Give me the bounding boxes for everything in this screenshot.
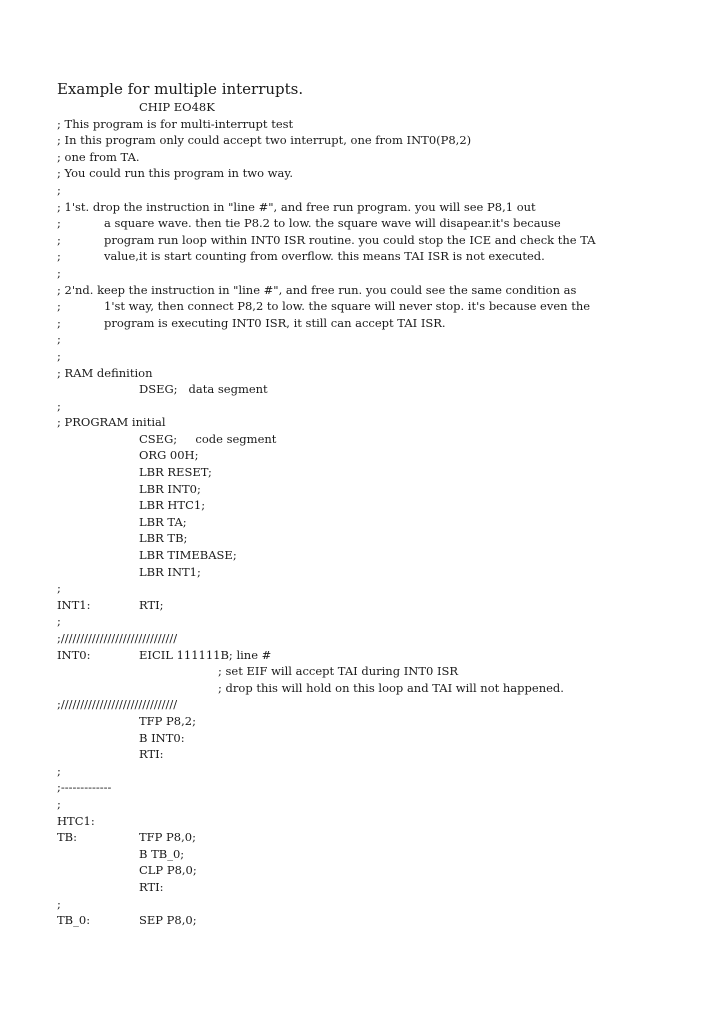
code-comment: ; set EIF will accept TAI during INT0 ISR xyxy=(218,664,459,679)
code-line xyxy=(57,331,697,348)
comment-continuation: program is executing INT0 ISR, it still can accept TAI ISR. xyxy=(104,315,446,330)
code-statement: CSEG; code segment xyxy=(139,431,277,446)
code-line xyxy=(57,99,697,116)
comment-text: ; xyxy=(57,265,61,280)
code-statement: SEP P8,0; xyxy=(139,913,197,928)
code-statement: TFP P8,2; xyxy=(139,713,196,728)
code-line xyxy=(57,530,697,547)
comment-text: ; xyxy=(57,763,61,778)
code-line xyxy=(57,663,697,680)
code-line xyxy=(57,248,697,265)
code-statement: TFP P8,0; xyxy=(139,830,196,845)
code-line xyxy=(57,763,697,780)
code-statement: EICIL 111111B; line # xyxy=(139,647,272,662)
code-label: INT0: xyxy=(57,647,91,662)
code-statement: RTI: xyxy=(139,879,164,894)
code-line xyxy=(57,547,697,564)
code-line xyxy=(57,796,697,813)
code-statement: RTI; xyxy=(139,597,164,612)
code-line xyxy=(57,481,697,498)
comment-prefix: ; xyxy=(57,299,61,314)
code-line xyxy=(57,862,697,879)
code-line xyxy=(57,597,697,614)
code-line xyxy=(57,680,697,697)
code-statement: LBR TB; xyxy=(139,531,188,546)
code-line xyxy=(57,199,697,216)
document-title: Example for multiple interrupts. xyxy=(57,80,304,98)
code-statement: LBR INT0; xyxy=(139,481,201,496)
code-line xyxy=(57,580,697,597)
code-line xyxy=(57,613,697,630)
comment-text: ;------------- xyxy=(57,780,112,795)
code-line xyxy=(57,116,697,133)
code-line xyxy=(57,497,697,514)
comment-text: ; xyxy=(57,348,61,363)
code-statement: LBR TA; xyxy=(139,514,187,529)
code-line xyxy=(57,829,697,846)
code-line xyxy=(57,879,697,896)
code-line xyxy=(57,713,697,730)
code-statement: LBR RESET; xyxy=(139,465,212,480)
code-line xyxy=(57,846,697,863)
code-line xyxy=(57,215,697,232)
code-line xyxy=(57,514,697,531)
comment-continuation: value,it is start counting from overflow. this means TAI ISR is not executed. xyxy=(104,249,545,264)
code-line xyxy=(57,431,697,448)
code-line xyxy=(57,813,697,830)
comment-text: ; 2'nd. keep the instruction in "line #", and free run. you could see the same condition as xyxy=(57,282,577,297)
code-line xyxy=(57,165,697,182)
comment-text: ; xyxy=(57,398,61,413)
code-line xyxy=(57,398,697,415)
code-statement: B TB_0; xyxy=(139,846,185,861)
code-line xyxy=(57,315,697,332)
code-line xyxy=(57,647,697,664)
comment-text: ; xyxy=(57,896,61,911)
code-statement: RTI: xyxy=(139,747,164,762)
code-label: INT1: xyxy=(57,597,91,612)
comment-prefix: ; xyxy=(57,249,61,264)
code-line xyxy=(57,298,697,315)
comment-text: ; one from TA. xyxy=(57,149,140,164)
comment-continuation: 1'st way, then connect P8,2 to low. the square will never stop. it's because even the xyxy=(104,299,591,314)
code-line xyxy=(57,696,697,713)
code-label: HTC1: xyxy=(57,813,95,828)
code-statement: CHIP EO48K xyxy=(139,100,215,114)
comment-text: ; xyxy=(57,182,61,197)
comment-prefix: ; xyxy=(57,232,61,247)
comment-continuation: program run loop within INT0 ISR routine. you could stop the ICE and check the TA xyxy=(104,232,596,247)
code-statement: LBR HTC1; xyxy=(139,498,206,513)
comment-text: ; xyxy=(57,614,61,629)
code-statement: DSEG; data segment xyxy=(139,382,268,397)
code-line xyxy=(57,265,697,282)
code-line xyxy=(57,630,697,647)
code-line xyxy=(57,564,697,581)
code-line xyxy=(57,232,697,249)
code-line xyxy=(57,746,697,763)
comment-text: ;////////////////////////////// xyxy=(57,631,178,645)
code-line xyxy=(57,464,697,481)
code-label: TB_0: xyxy=(57,913,91,928)
code-line xyxy=(57,182,697,199)
comment-text: ; PROGRAM initial xyxy=(57,415,166,430)
comment-text: ; In this program only could accept two interrupt, one from INT0(P8,2) xyxy=(57,133,472,148)
comment-text: ; This program is for multi-interrupt test xyxy=(57,116,294,131)
code-line xyxy=(57,348,697,365)
code-line xyxy=(57,730,697,747)
comment-prefix: ; xyxy=(57,216,61,231)
code-line xyxy=(57,381,697,398)
comment-text: ; xyxy=(57,332,61,347)
code-line xyxy=(57,282,697,299)
code-line xyxy=(57,149,697,166)
code-statement: ORG 00H; xyxy=(139,448,199,463)
comment-text: ; xyxy=(57,796,61,811)
comment-text: ; xyxy=(57,581,61,596)
comment-text: ; 1'st. drop the instruction in "line #", and free run program. you will see P8,1 out xyxy=(57,199,536,214)
comment-text: ; You could run this program in two way. xyxy=(57,166,293,181)
comment-continuation: a square wave. then tie P8.2 to low. the square wave will disapear.it's because xyxy=(104,216,561,231)
code-line xyxy=(57,779,697,796)
code-statement: B INT0: xyxy=(139,730,185,745)
code-label: TB: xyxy=(57,830,77,845)
code-line xyxy=(57,132,697,149)
code-line xyxy=(57,912,697,929)
comment-text: ;////////////////////////////// xyxy=(57,697,178,712)
comment-text: ; RAM definition xyxy=(57,365,153,380)
comment-prefix: ; xyxy=(57,315,61,330)
code-statement: CLP P8,0; xyxy=(139,863,197,878)
code-line xyxy=(57,365,697,382)
code-line xyxy=(57,896,697,913)
code-line xyxy=(57,447,697,464)
code-statement: LBR INT1; xyxy=(139,564,201,579)
code-line xyxy=(57,414,697,431)
code-listing xyxy=(57,99,697,929)
code-statement: LBR TIMEBASE; xyxy=(139,548,237,563)
code-comment: ; drop this will hold on this loop and TAI will not happened. xyxy=(218,680,564,695)
